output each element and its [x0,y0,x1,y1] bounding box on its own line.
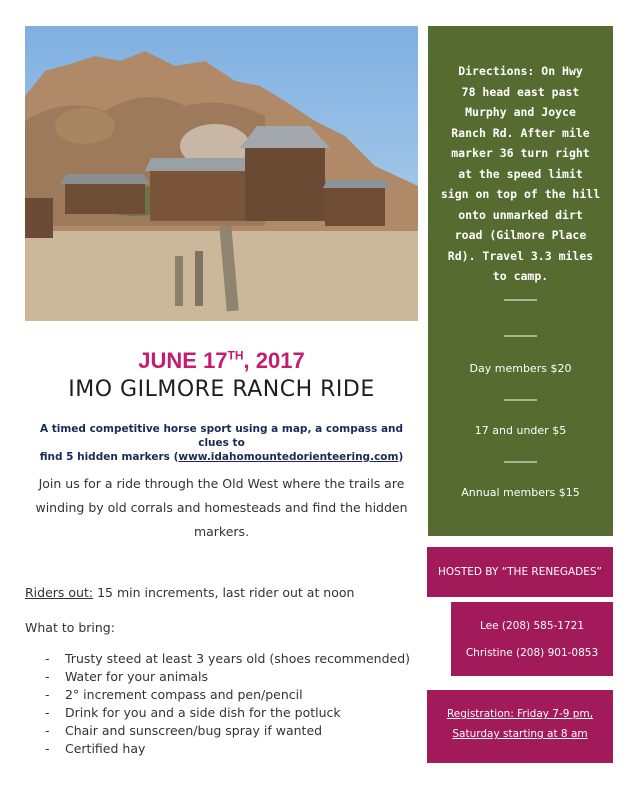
list-item-text: 2° increment compass and pen/pencil [65,687,303,702]
directions-line: Murphy and Joyce [465,105,576,119]
list-item-text: Trusty steed at least 3 years old (shoes recommended) [65,651,411,666]
event-date [25,348,418,374]
separator: ______ [504,324,537,337]
list-item [25,722,410,740]
date-main: JUNE 17 [138,348,228,373]
contact-lee: Lee (208) 585-1721 [479,620,585,632]
event-subtitle [25,422,418,464]
riders-out [25,585,354,600]
bring-list [25,650,410,758]
hosted-by-box: HOSTED BY “THE RENEGADES” [427,547,613,597]
list-dash: - [45,669,50,684]
directions-line: Directions: On Hwy [458,64,583,78]
subtitle-prefix: find 5 hidden markers ( [39,451,179,463]
separator: ______ [504,388,537,401]
list-dash: - [45,741,50,756]
subtitle-suffix: ) [398,451,404,463]
separator: ______ [504,288,537,301]
directions-line: sign on top of the hill [440,187,601,201]
contacts-box [451,602,613,676]
directions-line: Ranch Rd. After mile [451,125,590,140]
date-suffix: TH [227,348,244,363]
event-title: IMO GILMORE RANCH RIDE [68,377,375,402]
intro-paragraph [30,472,413,544]
list-dash: - [45,687,50,702]
directions-line: Rd). Travel 3.3 miles [447,248,594,263]
intro-line-3: markers. [193,524,250,539]
subtitle-line-1: A timed competitive horse sport using a map, a compass and clues to [39,423,404,449]
list-item-text: Chair and sunscreen/bug spray if wanted [65,723,323,738]
list-dash: - [45,705,50,720]
price-under-17: 17 and under $5 [474,424,567,437]
registration-box [427,690,613,763]
directions-line: onto unmarked dirt [458,207,583,222]
list-item-text: Certified hay [65,741,146,756]
list-item [25,650,410,668]
list-item [25,686,410,704]
riders-out-text: 15 min increments, last rider out at noon [93,585,355,600]
website-link[interactable]: www.idahomountedorienteering.com [178,451,399,463]
directions-line: to camp. [492,269,549,283]
intro-line-2: winding by old corrals and homesteads and find the hidden [35,500,408,515]
directions-line: marker 36 turn right [451,146,590,160]
intro-line-1: Join us for a ride through the Old West where the trails are [38,476,405,491]
price-annual-members: Annual members $15 [461,486,580,499]
list-dash: - [45,723,50,738]
contact-christine: Christine (208) 901-0853 [465,647,599,659]
separator: ______ [504,450,537,463]
directions-line: 78 head east past [461,84,580,99]
directions-line: at the speed limit [458,166,583,181]
registration-line-1: Registration: Friday 7-9 pm, [446,708,594,720]
bring-heading: What to bring: [25,620,115,635]
ranch-photo [25,26,418,321]
list-item-text: Drink for you and a side dish for the potluck [65,705,341,720]
directions-line: road (Gilmore Place [454,228,587,242]
ranch-photo-icon [25,26,418,321]
list-item-text: Water for your animals [65,669,209,684]
list-item [25,740,410,758]
subtitle-line-2 [25,450,418,464]
directions-panel [428,26,613,536]
price-day-members: Day members $20 [469,362,572,375]
list-item [25,668,410,686]
registration-line-2: Saturday starting at 8 am [452,728,588,740]
riders-out-label: Riders out: [25,585,94,600]
date-year: , 2017 [243,348,305,373]
list-item [25,704,410,722]
list-dash: - [45,651,50,666]
directions-text [438,61,603,287]
